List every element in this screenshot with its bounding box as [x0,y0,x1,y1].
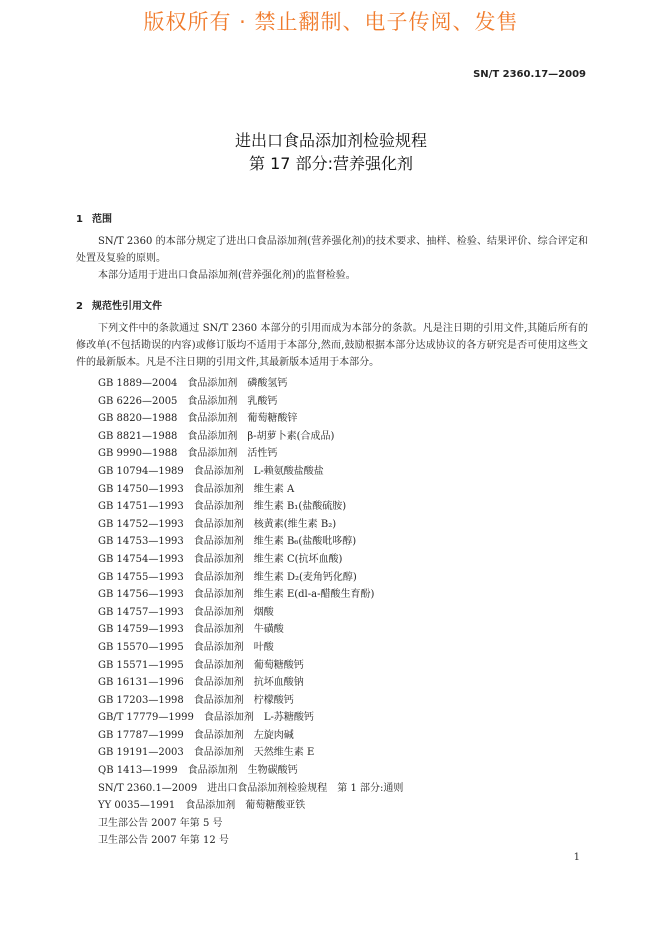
reference-item [98,375,413,393]
reference-category: 食品添加剂 [187,395,238,407]
reference-category: 食品添加剂 [187,413,238,425]
reference-item [98,692,413,710]
reference-category: 进出口食品添加剂检验规程 [207,782,328,794]
reference-category: 食品添加剂 [193,624,244,636]
reference-category: 食品添加剂 [193,553,244,565]
reference-list [98,375,413,850]
reference-code: GB 14756—1993 [98,589,184,601]
reference-category: 食品添加剂 [193,677,244,689]
reference-name: 维生素 D₂(麦角钙化醇) [253,571,357,583]
reference-item [98,498,413,516]
reference-item [98,604,413,622]
reference-category: 食品添加剂 [187,430,238,442]
reference-item [98,727,413,745]
reference-item [98,551,413,569]
reference-category: 食品添加剂 [193,729,244,741]
reference-code: GB 14759—1993 [98,624,184,636]
section-2-heading [76,297,162,312]
reference-name: 维生素 E(dl-a-醋酸生育酚) [253,589,375,601]
section-2-title: 规范性引用文件 [92,301,162,312]
reference-code: GB/T 17779—1999 [98,712,194,724]
reference-code: GB 1889—2004 [98,378,178,389]
reference-item [98,463,413,481]
reference-category: 食品添加剂 [187,765,238,777]
reference-name: 核黄素(维生素 B₂) [253,518,337,530]
reference-item [98,621,413,639]
reference-category: 食品添加剂 [193,659,244,671]
reference-category: 食品添加剂 [193,747,244,759]
reference-category: 食品添加剂 [193,641,244,653]
reference-item [98,569,413,587]
reference-item [98,832,413,850]
reference-item [98,709,413,727]
section-1-title: 范围 [92,214,112,225]
reference-name: 柠檬酸钙 [253,694,294,706]
section-2-number: 2 [76,301,83,312]
reference-name: 维生素 B₆(盐酸吡哆醇) [253,536,357,548]
reference-code: GB 14757—1993 [98,606,184,618]
reference-item [98,586,413,604]
reference-code: GB 17203—1998 [98,694,184,706]
reference-item [98,533,413,551]
reference-item [98,393,413,411]
reference-name: 生物碳酸钙 [247,765,298,777]
reference-name: 牛磺酸 [253,624,284,636]
reference-item [98,815,413,833]
reference-category: 食品添加剂 [193,694,244,706]
reference-category: 食品添加剂 [193,571,244,583]
reference-item [98,797,413,815]
reference-code: GB 8821—1988 [98,430,178,442]
section-1-paragraph-2: 本部分适用于进出口食品添加剂(营养强化剂)的监督检验。 [98,270,356,281]
copyright-watermark: 版权所有 · 禁止翻制、电子传阅、发售 [143,10,519,34]
reference-name: 维生素 B₁(盐酸硫胺) [253,501,347,513]
reference-code: GB 19191—2003 [98,747,184,759]
reference-category: 食品添加剂 [193,518,244,530]
reference-item [98,516,413,534]
reference-category: 食品添加剂 [187,378,238,389]
reference-item [98,428,413,446]
reference-item [98,657,413,675]
reference-category: 食品添加剂 [193,589,244,601]
reference-name: β-胡萝卜素(合成品) [247,430,335,442]
reference-category: 食品添加剂 [193,536,244,548]
reference-item [98,445,413,463]
reference-code: 卫生部公告 2007 年第 12 号 [98,835,229,847]
reference-item [98,762,413,780]
document-title: 进出口食品添加剂检验规程 [234,131,427,150]
reference-name: 维生素 C(抗坏血酸) [253,553,343,565]
reference-name: 第 1 部分:通则 [337,782,404,794]
reference-code: GB 14755—1993 [98,571,184,583]
reference-name: 磷酸氢钙 [247,378,288,389]
reference-name: L-苏糖酸钙 [263,712,314,724]
reference-category: 食品添加剂 [193,465,244,477]
reference-item [98,674,413,692]
page-number: 1 [573,852,580,863]
section-1-number: 1 [76,214,83,225]
reference-item [98,410,413,428]
reference-code: GB 16131—1996 [98,677,184,689]
reference-category: 食品添加剂 [203,712,254,724]
reference-name: 乳酸钙 [247,395,278,407]
reference-item [98,780,413,798]
reference-code: GB 8820—1988 [98,413,178,425]
reference-code: GB 10794—1989 [98,465,184,477]
reference-name: 天然维生素 E [253,747,315,759]
reference-item [98,744,413,762]
reference-code: YY 0035—1991 [98,800,176,812]
document-subtitle: 第 17 部分:营养强化剂 [249,154,413,173]
reference-name: L-赖氨酸盐酸盐 [253,465,324,477]
section-1-heading [76,210,112,225]
reference-code: GB 17787—1999 [98,729,184,741]
reference-code: GB 14753—1993 [98,536,184,548]
reference-code: GB 15570—1995 [98,641,184,653]
reference-code: GB 6226—2005 [98,395,178,407]
reference-name: 烟酸 [253,606,274,618]
reference-code: SN/T 2360.1—2009 [98,782,198,794]
reference-name: 葡萄糖酸锌 [247,413,298,425]
reference-name: 维生素 A [253,483,295,495]
reference-item [98,639,413,657]
reference-code: GB 14751—1993 [98,501,184,513]
reference-category: 食品添加剂 [193,483,244,495]
standard-number: SN/T 2360.17—2009 [473,69,586,80]
reference-category: 食品添加剂 [193,501,244,513]
reference-code: GB 14752—1993 [98,518,184,530]
reference-code: 卫生部公告 2007 年第 5 号 [98,817,223,829]
reference-code: GB 14750—1993 [98,483,184,495]
reference-code: GB 15571—1995 [98,659,184,671]
reference-name: 抗坏血酸钠 [253,677,304,689]
reference-code: GB 9990—1988 [98,448,178,460]
reference-category: 食品添加剂 [193,606,244,618]
reference-category: 食品添加剂 [187,448,238,460]
reference-name: 葡萄糖酸钙 [253,659,304,671]
section-2-intro: 下列文件中的条款通过 SN/T 2360 本部分的引用而成为本部分的条款。凡是注日期的引用文件,其随后所有的修改单(不包括勘误的内容)或修订版均不适用于本部分,然而,鼓励根据本部分达成协议的各方研究是否可使用这些文件的最新版本。凡是不注日期的引用文件,其最新版本适用于本部分。 [76,323,588,368]
reference-name: 左旋肉碱 [253,729,294,741]
reference-name: 葡萄糖酸亚铁 [245,800,306,812]
reference-code: GB 14754—1993 [98,553,184,565]
section-1-paragraph-1: SN/T 2360 的本部分规定了进出口食品添加剂(营养强化剂)的技术要求、抽样、检验、结果评价、综合评定和处置及复验的原则。 [76,236,588,264]
reference-name: 活性钙 [247,448,278,460]
reference-name: 叶酸 [253,641,274,653]
reference-item [98,481,413,499]
reference-code: QB 1413—1999 [98,765,178,777]
reference-category: 食品添加剂 [185,800,236,812]
